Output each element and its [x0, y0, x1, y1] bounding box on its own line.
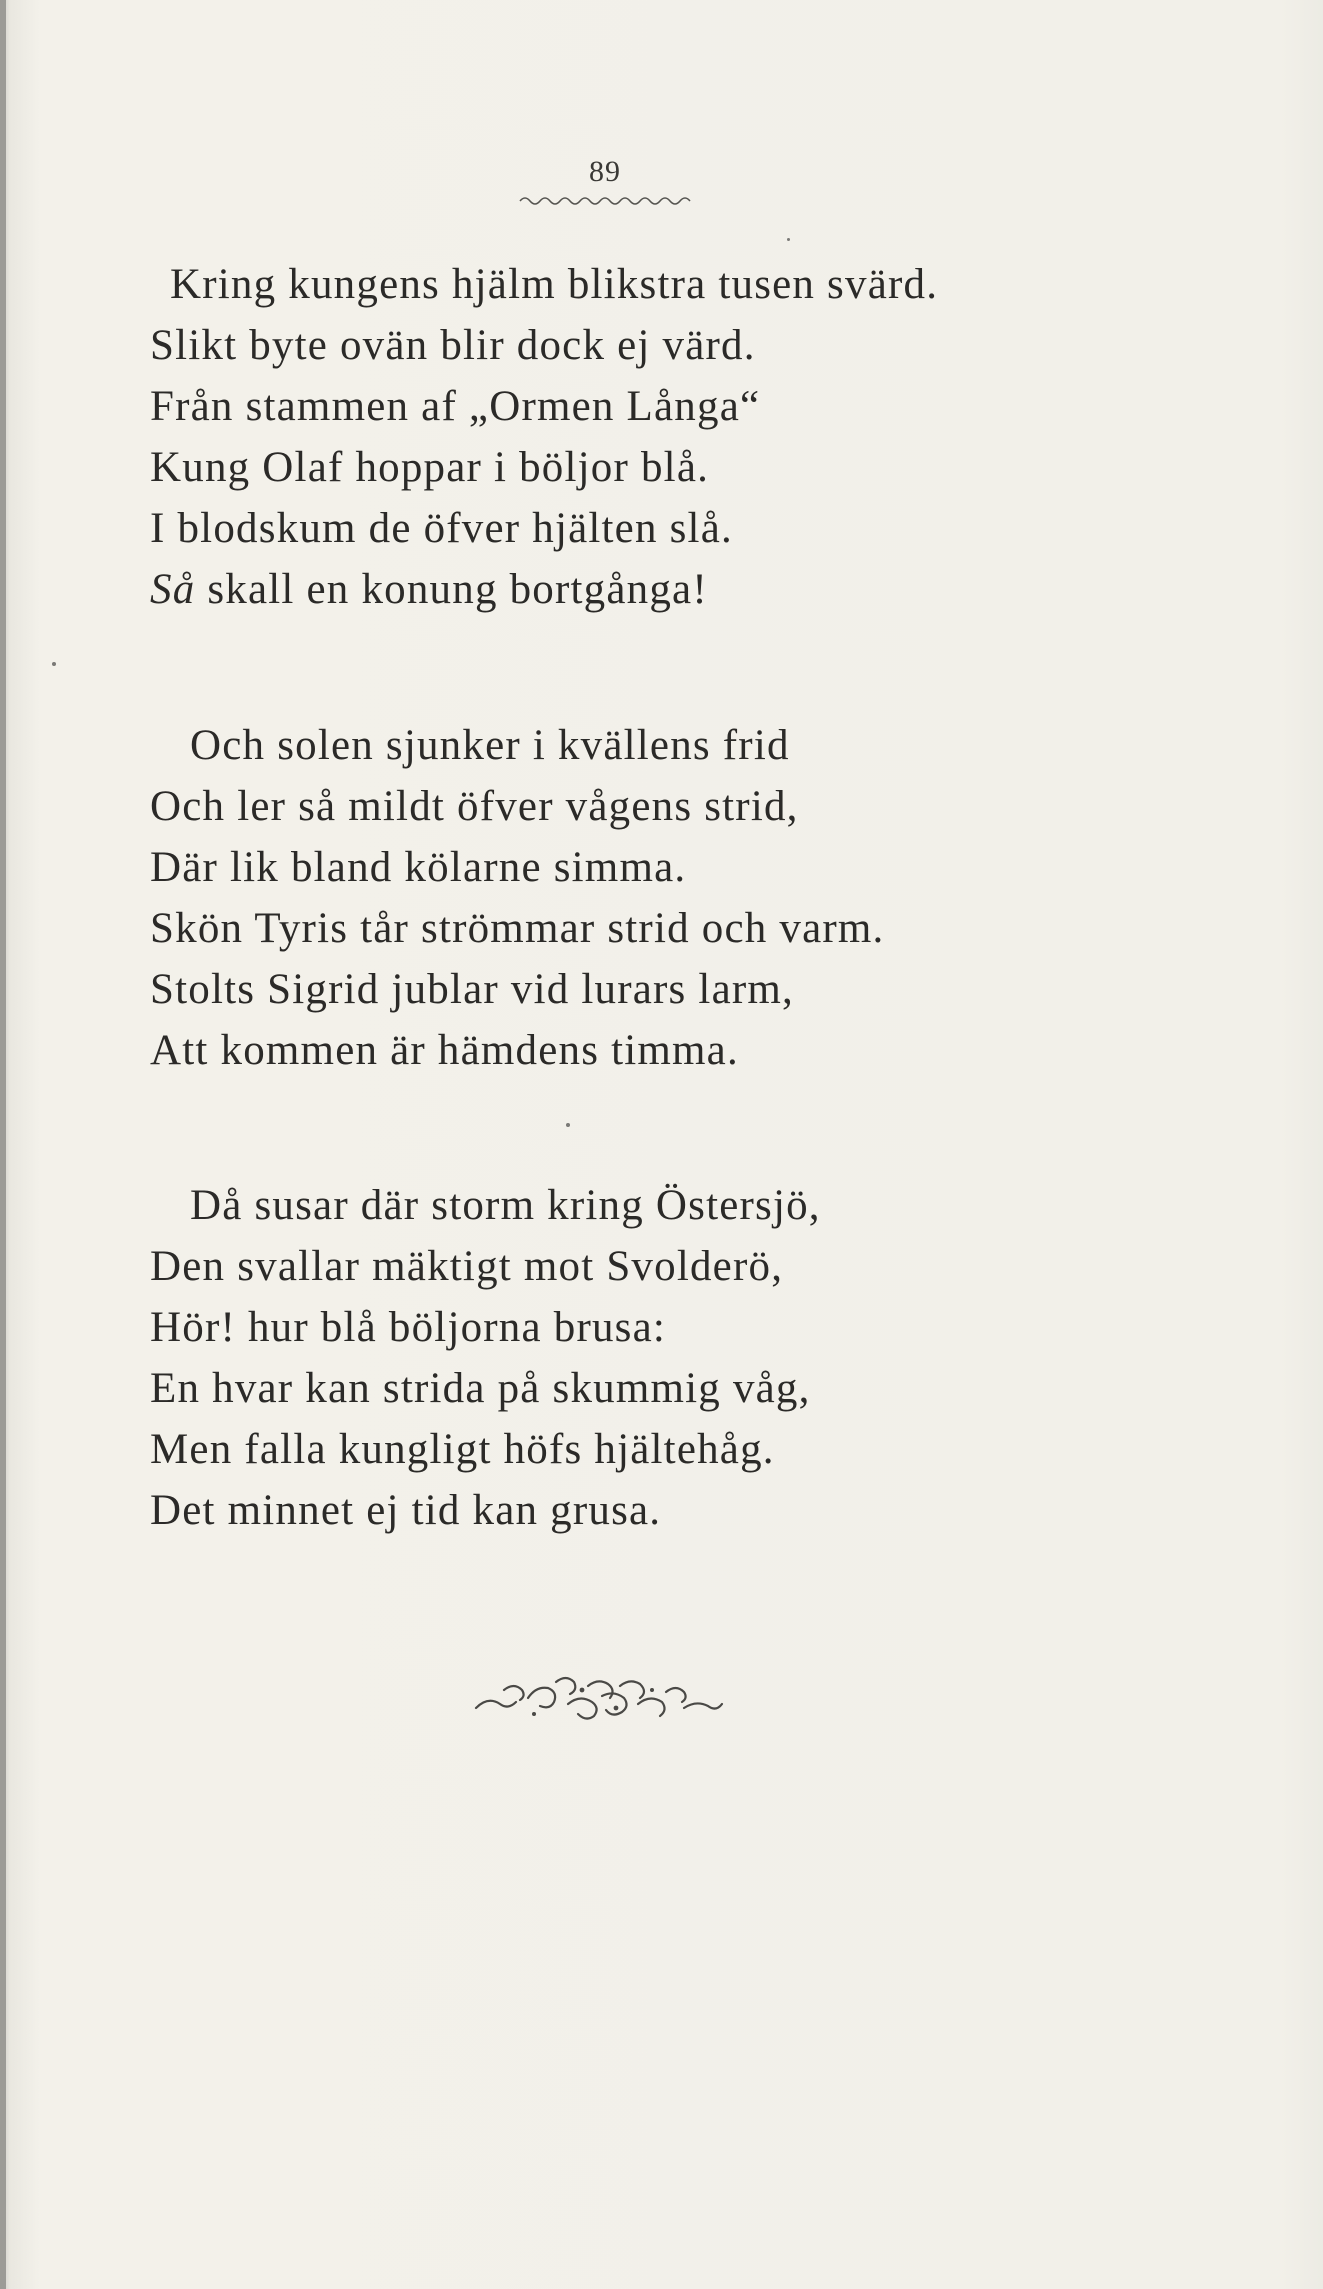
floral-tailpiece-ornament-icon	[470, 1668, 730, 1728]
verse-line-rest: skall en konung bortgånga!	[195, 566, 708, 613]
verse-line: Där lik bland kölarne simma.	[150, 844, 687, 891]
verse-line: En hvar kan strida på skummig våg,	[150, 1365, 811, 1412]
italic-word: Så	[150, 566, 196, 613]
paper-speck	[787, 238, 790, 241]
verse-line: Och solen sjunker i kvällens frid	[190, 722, 790, 769]
verse-line: Slikt byte ovän blir dock ej värd.	[150, 322, 756, 369]
verse-line-with-italic	[150, 559, 1110, 620]
verse-line: Kring kungens hjälm blikstra tusen svärd.	[170, 261, 939, 308]
verse-line: Från stammen af „Ormen Långa“	[150, 383, 761, 430]
verse-line: Hör! hur blå böljorna brusa:	[150, 1304, 667, 1351]
verse-line: I blodskum de öfver hjälten slå.	[150, 505, 733, 552]
wavy-rule-icon	[518, 194, 696, 208]
paper-speck	[566, 1123, 570, 1127]
verse-line: Skön Tyris tår strömmar strid och varm.	[150, 905, 885, 952]
verse-line: Och ler så mildt öfver vågens strid,	[150, 783, 799, 830]
verse-line: Stolts Sigrid jublar vid lurars larm,	[150, 966, 794, 1013]
stanza-1	[150, 254, 1110, 620]
page-number: 89	[589, 155, 621, 188]
verse-line: Att kommen är hämdens timma.	[150, 1027, 739, 1074]
verse-line: Det minnet ej tid kan grusa.	[150, 1487, 662, 1534]
stanza-3	[150, 1175, 1110, 1541]
paper-speck	[52, 662, 56, 666]
verse-line: Kung Olaf hoppar i böljor blå.	[150, 444, 710, 491]
stanza-2	[150, 715, 1110, 1081]
page-binding-edge	[0, 0, 6, 2289]
verse-line: Den svallar mäktigt mot Svolderö,	[150, 1243, 784, 1290]
verse-line: Men falla kungligt höfs hjältehåg.	[150, 1426, 775, 1473]
verse-line: Då susar där storm kring Östersjö,	[190, 1182, 821, 1229]
